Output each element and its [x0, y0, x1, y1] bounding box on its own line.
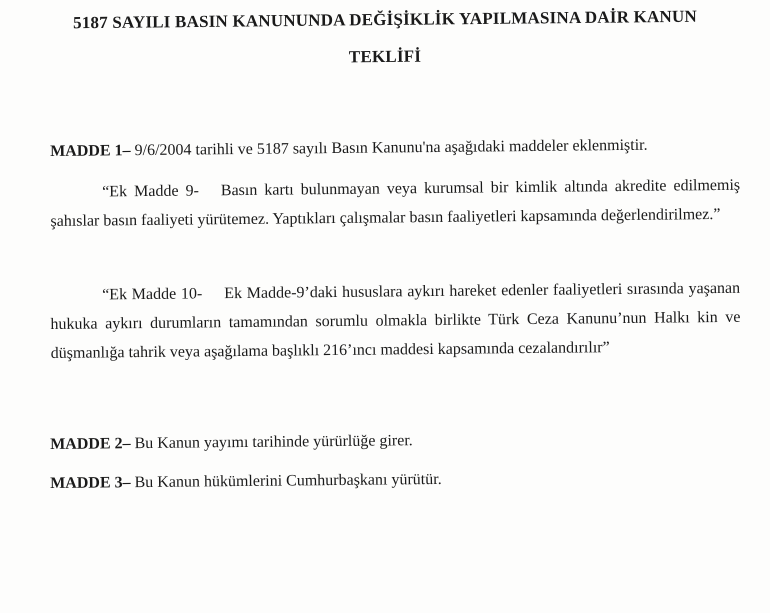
article-1	[50, 130, 740, 166]
additional-article-9-text: Basın kartı bulunmayan veya kurumsal bir kimlik altında akredite edilmemiş şahıslar basın faaliyeti yürütemez. Yaptıkları çalışmalar basın faaliyetleri kapsamında değerlendirilmez.”	[50, 176, 741, 230]
article-1-label: MADDE 1–	[50, 142, 131, 160]
article-3-text: Bu Kanun hükümlerini Cumhurbaşkanı yürütür.	[130, 470, 442, 492]
article-2-label: MADDE 2–	[50, 435, 131, 453]
article-3-label: MADDE 3–	[50, 474, 131, 492]
additional-article-9	[50, 171, 741, 236]
article-2	[50, 423, 740, 459]
additional-article-10-text: Ek Madde-9’daki hususlara aykırı hareket edenler faaliyetleri sırasında yaşanan hukuka aykırı durumların tamamından sorumlu olmakla birlikte Türk Ceza Kanunu’nun Halkı kin ve düşmanlığa tahrik veya aşağılama başlıklı 216’ıncı maddesi kapsamında cezalandırılır”	[50, 279, 741, 362]
additional-article-10	[50, 274, 741, 368]
additional-article-10-label: “Ek Madde 10-	[102, 285, 203, 304]
article-2-text: Bu Kanun yayımı tarihinde yürürlüğe girer.	[130, 432, 413, 453]
article-1-text: 9/6/2004 tarihli ve 5187 sayılı Basın Kanunu'na aşağıdaki maddeler eklenmiştir.	[130, 136, 648, 160]
article-3	[50, 462, 740, 498]
additional-article-9-label: “Ek Madde 9-	[102, 182, 199, 201]
document-subtitle: TEKLİFİ	[348, 46, 422, 67]
document-title: 5187 SAYILI BASIN KANUNUNDA DEĞİŞİKLİK YAPILMASINA DAİR KANUN	[72, 6, 697, 33]
